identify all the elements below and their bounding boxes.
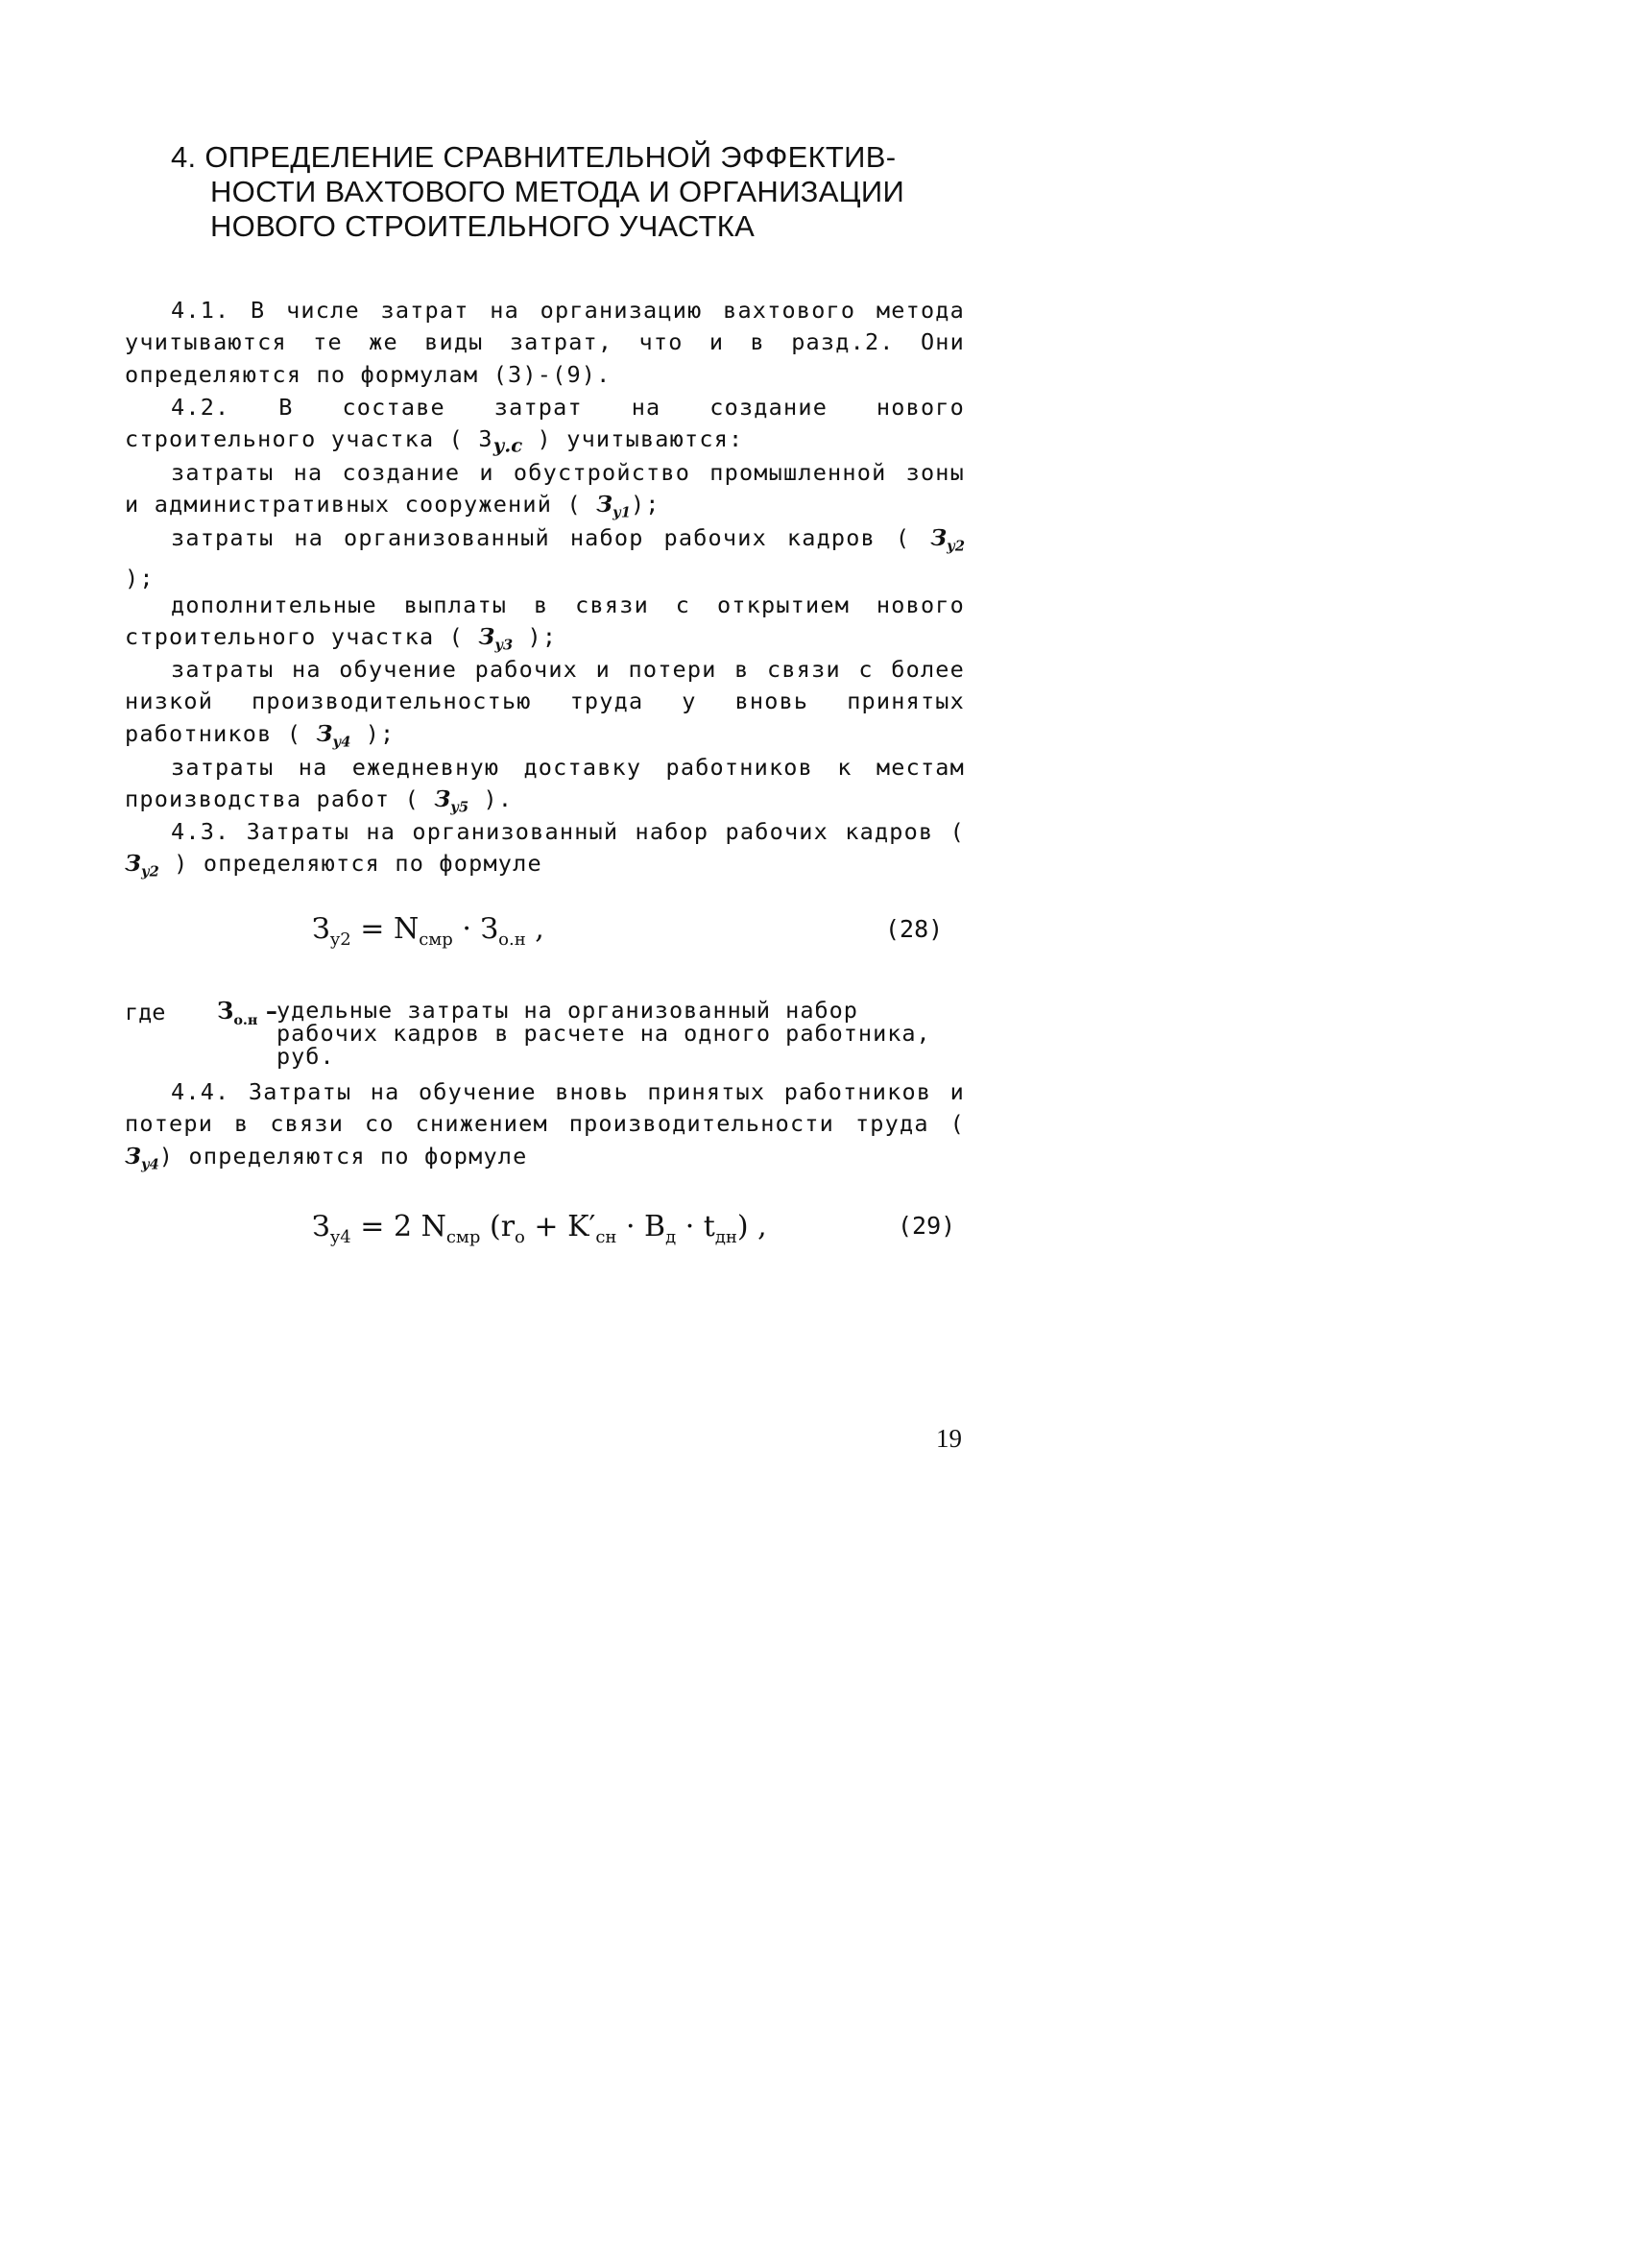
heading-line-1: 4. ОПРЕДЕЛЕНИЕ СРАВНИТЕЛЬНОЙ ЭФФЕКТИВ- [171,140,897,174]
where-symbol [217,997,277,1028]
list-item-1 [125,457,965,530]
where-label: где [125,999,166,1025]
paragraph-4-4-end: ) определяются по формуле [158,1142,528,1170]
formula-n-subscript: смр [419,929,453,950]
list-item-1-end: ); [630,491,660,519]
formula-b-subscript: д [665,1227,677,1247]
formula-lhs: З [312,912,330,946]
formula-lhs-subscript: у2 [329,929,351,950]
symbol-subscript: у2 [947,538,965,555]
formula-29-number: (29) [898,1212,956,1240]
formula-equals-n: = N [350,912,420,946]
formula-28-number: (28) [885,915,944,943]
symbol-zy1 [596,491,631,522]
symbol-subscript: у5 [450,800,469,817]
list-item-5-text: затраты на ежедневную доставку работников к местам производства работ ( [125,754,965,813]
formula-t: · t [676,1210,715,1243]
symbol-z: З [316,719,333,747]
symbol-z: З [930,524,948,551]
list-item-3-end: ); [513,623,558,651]
formula-lhs-subscript: у4 [329,1227,351,1247]
symbol-zy2-ref [125,850,159,881]
formula-z-subscript: о.н [498,929,526,950]
formula-end: , [525,912,544,946]
list-item-3 [125,590,965,663]
symbol-subscript: у4 [332,734,351,751]
where-definition: удельные затраты на организованный набор рабочих кадров в расчете на одного работника, руб. [276,997,931,1070]
list-item-4 [125,654,965,759]
list-item-2-end: ); [125,565,155,592]
formula-r-subscript: о [515,1227,525,1247]
formula-29 [312,1210,767,1247]
paragraph-4-3-end: ) определяются по формуле [158,850,542,878]
symbol-z: З [125,1142,141,1170]
section-heading [171,140,939,244]
symbol-z: З [217,997,234,1025]
symbol-subscript: у4 [140,1156,159,1173]
formula-close: ) , [736,1210,767,1243]
paragraph-4-1: 4.1. В числе затрат на организацию вахтового метода учитываются те же виды затрат, что и в разд.2. Они определяются по формулам (3)-(9). [125,297,965,388]
symbol-zyc-subscript: у.с [492,435,523,458]
symbol-zy3 [478,623,514,655]
formula-open-r: (r [480,1210,516,1243]
where-dash: – [257,997,277,1025]
paragraph-4-3 [125,816,965,889]
list-item-1-text: затраты на создание и обустройство промышленной зоны и административных сооружений ( [125,459,965,519]
list-item-4-end: ); [350,719,396,747]
page-number: 19 [936,1424,962,1453]
formula-n-subscript: смр [445,1227,481,1247]
symbol-zy4 [316,719,351,751]
list-item-5 [125,752,965,825]
symbol-z: З [125,850,141,878]
list-item-2 [125,522,965,595]
heading-line-3: НОВОГО СТРОИТЕЛЬНОГО УЧАСТКА [210,209,756,243]
symbol-z: З [434,785,451,813]
formula-dot-z: · З [452,912,499,946]
formula-k-subscript: сн [595,1227,617,1247]
formula-lhs: З [312,1210,330,1243]
symbol-zy5 [434,785,469,817]
formula-plus-k: + K′ [524,1210,596,1243]
symbol-subscript: у1 [612,505,631,522]
formula-b: · В [616,1210,666,1243]
paragraph-4-2 [125,392,965,463]
formula-t-subscript: дн [714,1227,737,1247]
symbol-zy2 [930,524,965,555]
list-item-4-text: затраты на обучение рабочих и потери в связи с более низкой производительностью труда у вновь принятых работников ( [125,656,965,747]
formula-28 [312,912,544,950]
symbol-subscript: о.н [233,1011,258,1028]
formula-equals-2n: = 2 N [350,1210,446,1243]
symbol-z: З [478,623,495,651]
heading-line-2: НОСТИ ВАХТОВОГО МЕТОДА И ОРГАНИЗАЦИИ [210,175,905,208]
paragraph-4-2-text: 4.2. В составе затрат на создание нового строительного участка ( З [125,394,965,453]
symbol-subscript: у3 [494,638,514,655]
list-item-3-text: дополнительные выплаты в связи с открытием нового строительного участка ( [125,591,965,651]
list-item-2-text: затраты на организованный набор рабочих кадров ( [171,524,911,551]
symbol-z: З [596,491,613,519]
symbol-subscript: у2 [140,864,159,881]
symbol-zy4-ref [125,1142,159,1173]
list-item-5-end: ). [468,785,514,813]
paragraph-4-2-end: ) учитываются: [522,425,744,453]
paragraph-4-4-text: 4.4. Затраты на обучение вновь принятых работников и потери в связи со снижением производительности труда ( [125,1078,965,1138]
paragraph-4-4 [125,1076,965,1181]
paragraph-4-3-text: 4.3. Затраты на организованный набор рабочих кадров ( [171,818,965,845]
